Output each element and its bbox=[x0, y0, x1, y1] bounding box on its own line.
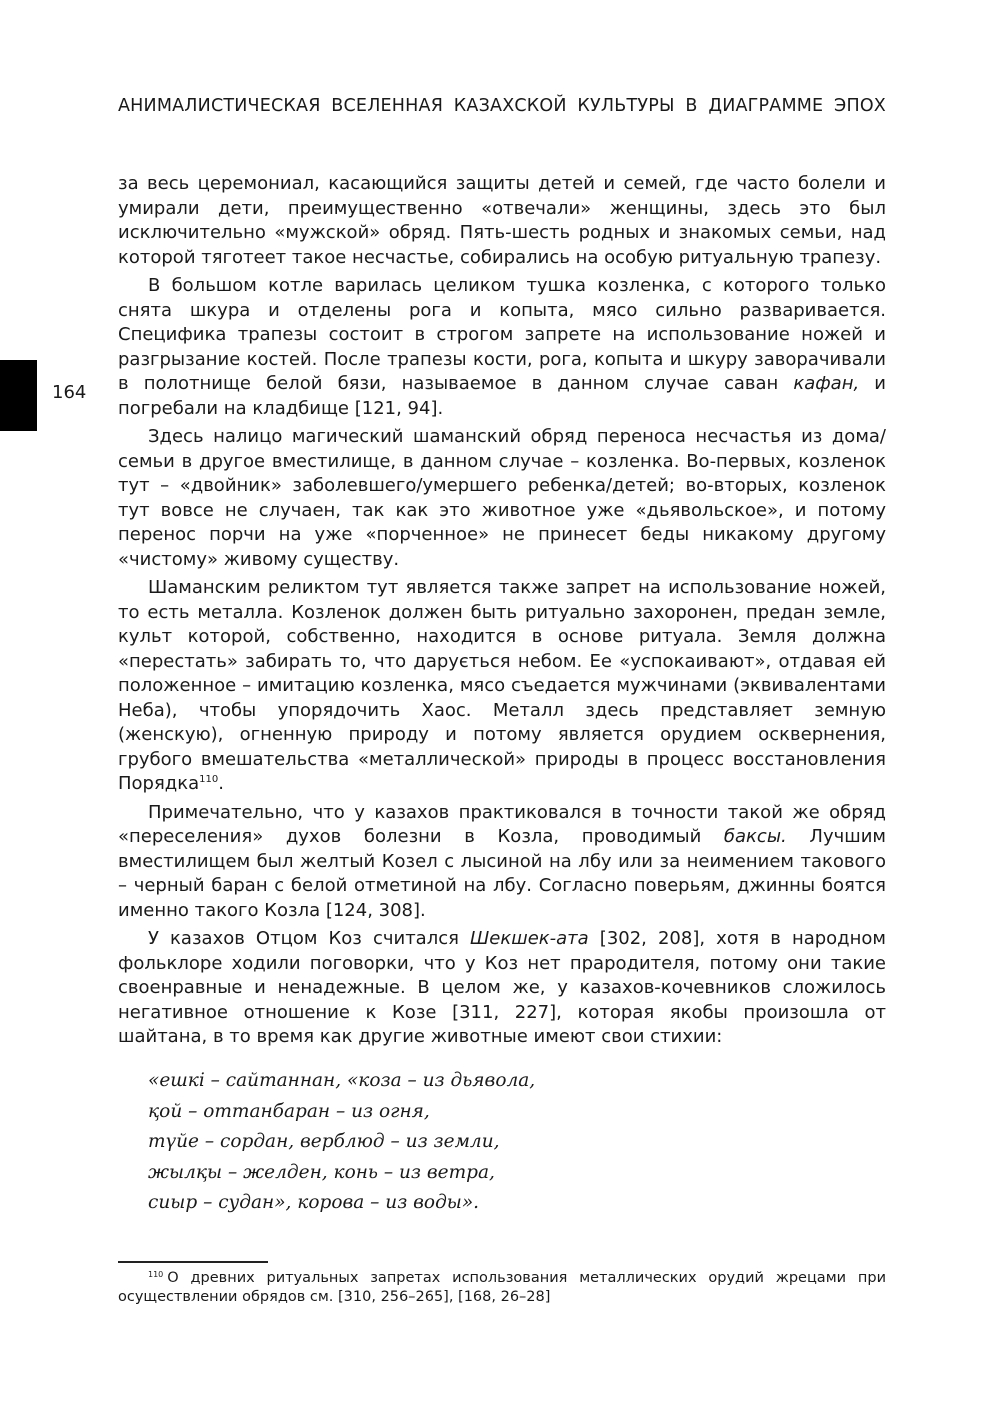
footnote-divider bbox=[118, 1261, 268, 1263]
paragraph-6 bbox=[118, 927, 886, 1050]
page-number: 164 bbox=[52, 382, 87, 403]
verse-block bbox=[148, 1066, 848, 1219]
paragraph-3: Здесь налицо магический шаманский обряд переноса несчастья из дома/семьи в другое вместилище, в данном случае – козленка. Во-первых, козленок тут – «двойник» заболевшего/умершего ребенка/детей; во-вторых, козленок тут вовсе не случаен, так как это животное уже «дьявольское», и потому перенос порчи на уже «порченное» не принесет беды никакому другому «чистому» живому существу. bbox=[118, 426, 886, 570]
running-title: АНИМАЛИСТИЧЕСКАЯ ВСЕЛЕННАЯ КАЗАХСКОЙ КУЛЬТУРЫ В ДИАГРАММЕ ЭПОХ bbox=[118, 96, 886, 116]
paragraph-5-text-a: Примечательно, что у казахов практиковался в точности такой же обряд «переселения» духов болезни в Козла, проводимый bbox=[118, 801, 886, 847]
paragraph-2-text-b: и погребали на кладбище [121, 94]. bbox=[118, 373, 886, 419]
paragraph-6-text-a: У казахов Отцом Коз считался bbox=[148, 928, 471, 949]
footnote-mark: 110 bbox=[148, 1270, 164, 1279]
paragraph-5-text-b: Лучшим вместилищем был желтый Козел с лысиной на лбу или за неимением такового – черный баран с белой отметиной на лбу. Согласно поверьям, джинны боятся именно такого Козла [124, 308]. bbox=[118, 826, 886, 921]
footnote-text: О древних ритуальных запретах использования металлических орудий жрецами при осуществлении обрядов см. [310, 256–265], [168, 26–28] bbox=[118, 1270, 886, 1305]
paragraph-2 bbox=[118, 274, 886, 421]
paragraph-6-text-b: [302, 208], хотя в народном фольклоре ходили поговорки, что у Коз нет прародителя, потому они такие своенравные и ненадежные. В целом же, у казахов-кочевников сложилось негативное отношение к Козе [311, 227], которая якобы произошла от шайтана, в то время как другие животные имеют свои стихии: bbox=[118, 928, 886, 1047]
footnote-reference: 110 bbox=[199, 774, 219, 785]
verse-line: «ешкі – сайтаннан, «коза – из дьявола, bbox=[148, 1070, 536, 1091]
paragraph-5-italic: баксы. bbox=[723, 826, 787, 847]
paragraph-1: за весь церемониал, касающийся защиты детей и семей, где часто болели и умирали дети, преимущественно «отвечали» женщины, здесь это был исключительно «мужской» обряд. Пять-шесть родных и знакомых семьи, над которой тяготеет такое несчастье, собирались на особую ритуальную трапезу. bbox=[118, 173, 886, 268]
paragraph-2-italic: кафан, bbox=[793, 373, 860, 394]
verse-line: жылқы – желден, конь – из ветра, bbox=[148, 1161, 495, 1183]
page-edge-tab bbox=[0, 360, 37, 431]
paragraph-2-text-a: В большом котле варилась целиком тушка козленка, с которого только снята шкура и отделены рога и копыта, мясо сильно разваривается. Специфика трапезы состоит в строгом запрете на использование ножей и разгрызание костей. После трапезы кости, рога, копыта и шкуру заворачивали в полотнище белой бязи, называемое в данном случае саван bbox=[118, 275, 886, 394]
paragraph-6-italic: Шекшек-ата bbox=[470, 928, 589, 949]
paragraph-4-text: Шаманским реликтом тут является также запрет на использование ножей, то есть металла. Козленок должен быть ритуально захоронен, предан земле, культ которой, собственно, находится в основе ритуала. Земля должна «перестать» забирать то, что дарується небом. Ее «успокаивают», отдавая ей положенное – имитацию козленка, мясо съедается мужчинами (эквивалентами Неба), чтобы упорядочить Хаос. Металл здесь представляет земную (женскую), огненную природу и потому является орудием осквернения, грубого вмешательства «металлической» природы в процесс восстановления Порядка bbox=[118, 577, 886, 794]
verse-line: сиыр – судан», корова – из воды». bbox=[148, 1192, 480, 1213]
paragraph-4-end: . bbox=[218, 773, 224, 794]
body-text bbox=[118, 172, 886, 1054]
footnote bbox=[118, 1266, 886, 1306]
paragraph-4 bbox=[118, 576, 886, 797]
verse-line: түйе – сордан, верблюд – из земли, bbox=[148, 1131, 500, 1152]
verse-line: қой – оттанбаран – из огня, bbox=[148, 1100, 430, 1122]
paragraph-5 bbox=[118, 801, 886, 924]
